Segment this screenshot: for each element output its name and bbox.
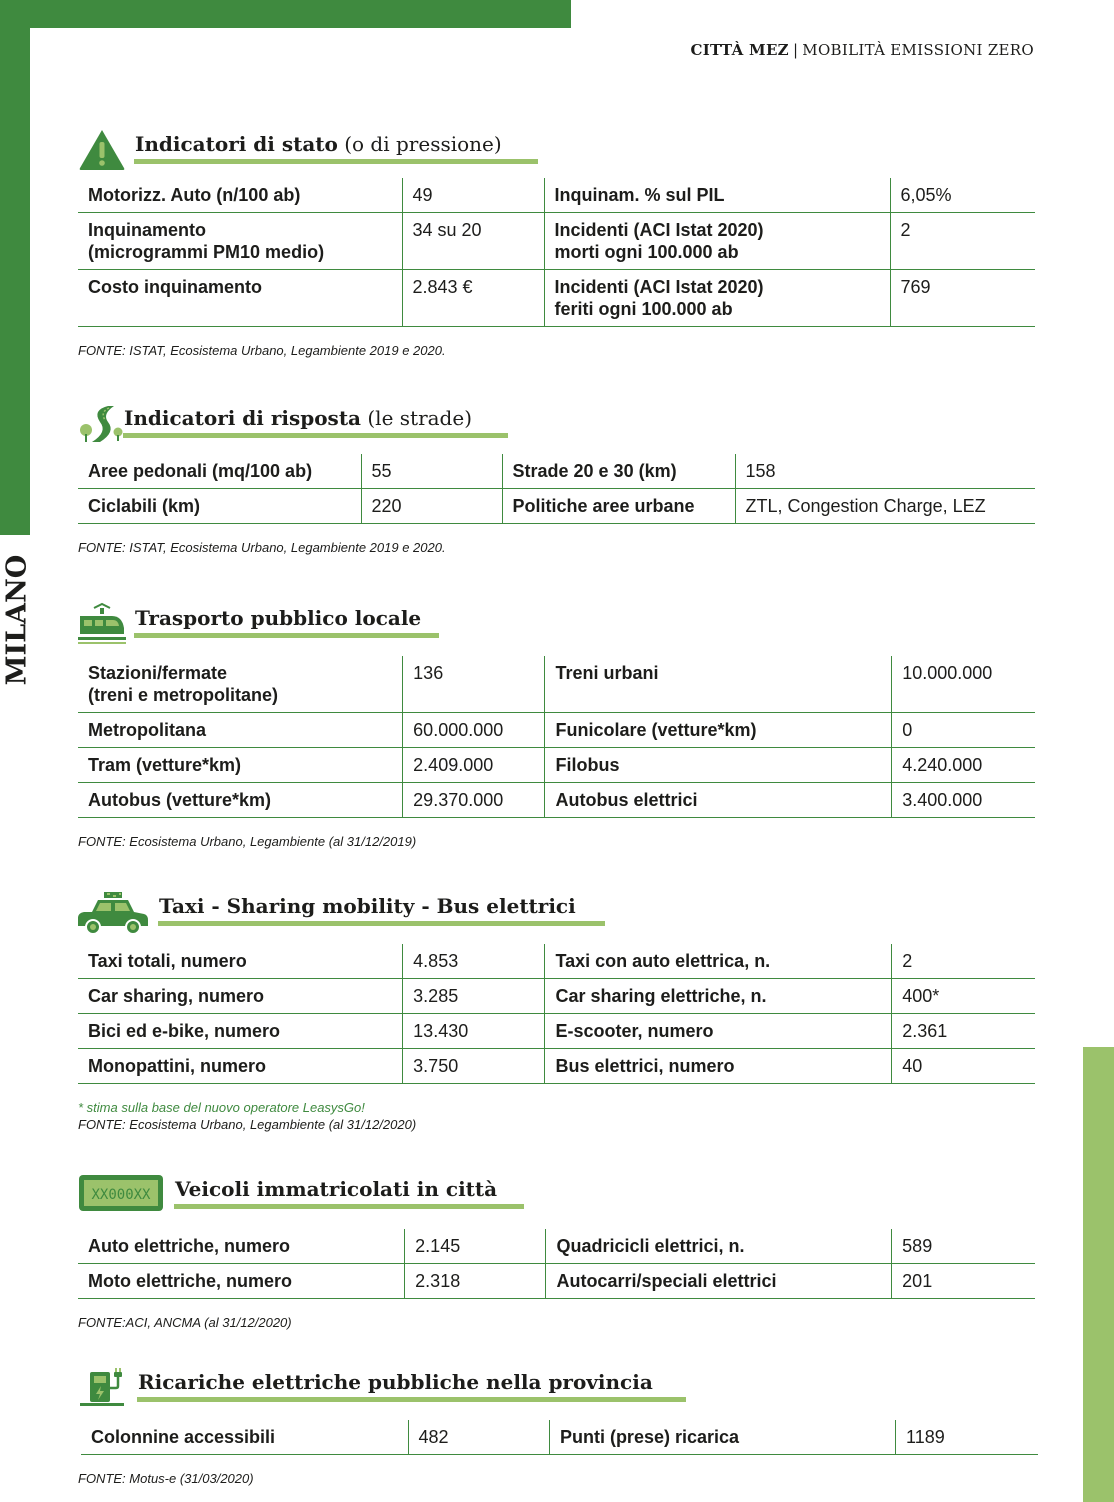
indicator-value: 6,05% (890, 178, 1035, 213)
indicator-label: Aree pedonali (mq/100 ab) (78, 454, 361, 489)
title-underline (134, 159, 538, 164)
section-header (78, 890, 1035, 936)
running-header (690, 41, 1034, 59)
section-title (175, 1177, 497, 1201)
indicator-label: Colonnine accessibili (81, 1420, 408, 1455)
title-underline (174, 1204, 524, 1209)
indicator-value: 158 (735, 454, 1035, 489)
section-title (159, 894, 576, 918)
warning-triangle-icon (78, 128, 126, 174)
indicator-value: 10.000.000 (892, 656, 1035, 713)
indicator-label: Stazioni/fermate (treni e metropolitane) (78, 656, 403, 713)
indicator-value: 40 (892, 1049, 1035, 1084)
table-row (78, 979, 1035, 1014)
section-header (78, 1366, 1035, 1412)
indicator-label: Funicolare (vetture*km) (545, 713, 892, 748)
indicator-label: Filobus (545, 748, 892, 783)
indicator-label: Bici ed e-bike, numero (78, 1014, 403, 1049)
source-note: FONTE: Ecosistema Urbano, Legambiente (al 31/12/2020) (78, 1117, 417, 1132)
indicator-value: 2.843 € (402, 270, 544, 327)
title-underline (158, 921, 605, 926)
indicator-value: 769 (890, 270, 1035, 327)
indicator-label: Incidenti (ACI Istat 2020) morti ogni 100.000 ab (544, 213, 890, 270)
source-note: FONTE: ISTAT, Ecosistema Urbano, Legambiente 2019 e 2020. (78, 540, 446, 555)
indicator-label: Incidenti (ACI Istat 2020) feriti ogni 100.000 ab (544, 270, 890, 327)
source-note: FONTE: Ecosistema Urbano, Legambiente (al 31/12/2019) (78, 834, 417, 849)
table-row (78, 656, 1035, 713)
title-subtitle: (le strade) (367, 406, 472, 430)
indicator-value: 3.400.000 (892, 783, 1035, 818)
road-trees-icon (78, 402, 126, 448)
indicator-label: Auto elettriche, numero (78, 1229, 405, 1264)
indicator-label: Autobus (vetture*km) (78, 783, 403, 818)
section-title (135, 606, 421, 630)
title-text: Taxi - Sharing mobility - Bus elettrici (159, 894, 576, 918)
charging-station-icon (78, 1366, 126, 1412)
taxi-icon (78, 890, 148, 936)
table-row (78, 1264, 1035, 1299)
indicator-value: 49 (402, 178, 544, 213)
indicator-value: 201 (892, 1264, 1035, 1299)
source-note: FONTE:ACI, ANCMA (al 31/12/2020) (78, 1315, 292, 1330)
table-row (81, 1420, 1038, 1455)
section-indicatori-risposta (78, 402, 1035, 555)
indicator-value: 3.285 (403, 979, 545, 1014)
source-note: FONTE: ISTAT, Ecosistema Urbano, Legambiente 2019 e 2020. (78, 343, 446, 358)
indicator-label: Monopattini, numero (78, 1049, 403, 1084)
tram-icon (78, 602, 126, 648)
section-taxi-sharing (78, 890, 1035, 1132)
indicator-value: 4.240.000 (892, 748, 1035, 783)
indicator-label: Strade 20 e 30 (km) (502, 454, 735, 489)
table-row (78, 489, 1035, 524)
indicator-label: Tram (vetture*km) (78, 748, 403, 783)
section-indicatori-stato (78, 128, 1035, 358)
section-header (78, 602, 1035, 648)
indicator-label: E-scooter, numero (545, 1014, 892, 1049)
section-veicoli-immatricolati (78, 1173, 1035, 1330)
data-table (78, 944, 1035, 1084)
title-underline (134, 633, 439, 638)
indicator-label: Autobus elettrici (545, 783, 892, 818)
indicator-value: 220 (361, 489, 502, 524)
section-ricariche (78, 1366, 1035, 1486)
indicator-label: Inquinamento (microgrammi PM10 medio) (78, 213, 402, 270)
license-plate-icon (78, 1173, 164, 1213)
section-title (138, 1370, 653, 1394)
indicator-value: 0 (892, 713, 1035, 748)
indicator-value: 4.853 (403, 944, 545, 979)
data-table (81, 1420, 1038, 1455)
table-row (78, 270, 1035, 327)
right-green-band (1083, 1047, 1114, 1502)
table-row (78, 178, 1035, 213)
source-note: FONTE: Motus-e (31/03/2020) (78, 1471, 254, 1486)
indicator-value: 34 su 20 (402, 213, 544, 270)
title-text: Indicatori di risposta (124, 406, 362, 430)
table-row (78, 748, 1035, 783)
indicator-label: Autocarri/speciali elettrici (546, 1264, 892, 1299)
section-trasporto-pubblico (78, 602, 1035, 849)
title-underline (137, 1397, 686, 1402)
indicator-value: 60.000.000 (403, 713, 545, 748)
city-name: MILANO (1, 554, 33, 686)
table-row (78, 944, 1035, 979)
indicator-value: 1189 (896, 1420, 1038, 1455)
indicator-value: 2.318 (405, 1264, 546, 1299)
indicator-label: Politiche aree urbane (502, 489, 735, 524)
top-green-band (0, 0, 571, 28)
indicator-value: 482 (408, 1420, 549, 1455)
side-green-band (0, 0, 30, 535)
indicator-label: Car sharing elettriche, n. (545, 979, 892, 1014)
title-text: Trasporto pubblico locale (135, 606, 422, 630)
footnote: * stima sulla base del nuovo operatore LeasysGo! (78, 1100, 365, 1115)
indicator-value: 2 (890, 213, 1035, 270)
data-table (78, 178, 1035, 327)
indicator-value: 13.430 (403, 1014, 545, 1049)
title-text: Indicatori di stato (135, 132, 338, 156)
indicator-label: Ciclabili (km) (78, 489, 361, 524)
section-title (124, 406, 472, 430)
indicator-label: Taxi totali, numero (78, 944, 403, 979)
title-subtitle: (o di pressione) (344, 132, 502, 156)
title-text: Veicoli immatricolati in città (175, 1177, 498, 1201)
indicator-value: 400* (892, 979, 1035, 1014)
indicator-value: 3.750 (403, 1049, 545, 1084)
header-subtitle: MOBILITÀ EMISSIONI ZERO (802, 41, 1034, 59)
indicator-label: Treni urbani (545, 656, 892, 713)
indicator-value: 589 (892, 1229, 1035, 1264)
indicator-value: 55 (361, 454, 502, 489)
indicator-value: 136 (403, 656, 545, 713)
data-table (78, 656, 1035, 818)
header-separator: | (792, 41, 799, 59)
indicator-label: Bus elettrici, numero (545, 1049, 892, 1084)
indicator-label: Costo inquinamento (78, 270, 402, 327)
indicator-label: Quadricicli elettrici, n. (546, 1229, 892, 1264)
table-row (78, 1049, 1035, 1084)
indicator-value: 2.145 (405, 1229, 546, 1264)
title-underline (123, 433, 508, 438)
indicator-label: Punti (prese) ricarica (549, 1420, 895, 1455)
table-row (78, 213, 1035, 270)
header-brand: CITTÀ MEZ (690, 41, 789, 59)
section-header (78, 128, 1035, 174)
section-title (135, 132, 502, 156)
section-header (78, 1173, 1035, 1219)
indicator-value: 2 (892, 944, 1035, 979)
indicator-label: Motorizz. Auto (n/100 ab) (78, 178, 402, 213)
table-row (78, 713, 1035, 748)
section-header (78, 402, 1035, 448)
table-row (78, 783, 1035, 818)
indicator-label: Inquinam. % sul PIL (544, 178, 890, 213)
indicator-label: Taxi con auto elettrica, n. (545, 944, 892, 979)
indicator-label: Moto elettriche, numero (78, 1264, 405, 1299)
table-row (78, 454, 1035, 489)
title-text: Ricariche elettriche pubbliche nella provincia (138, 1370, 653, 1394)
table-row (78, 1229, 1035, 1264)
data-table (78, 454, 1035, 524)
indicator-value: 2.361 (892, 1014, 1035, 1049)
data-table (78, 1229, 1035, 1299)
table-row (78, 1014, 1035, 1049)
indicator-value: ZTL, Congestion Charge, LEZ (735, 489, 1035, 524)
indicator-label: Car sharing, numero (78, 979, 403, 1014)
indicator-value: 2.409.000 (403, 748, 545, 783)
indicator-value: 29.370.000 (403, 783, 545, 818)
indicator-label: Metropolitana (78, 713, 403, 748)
plate-text: XX000XX (91, 1187, 151, 1203)
